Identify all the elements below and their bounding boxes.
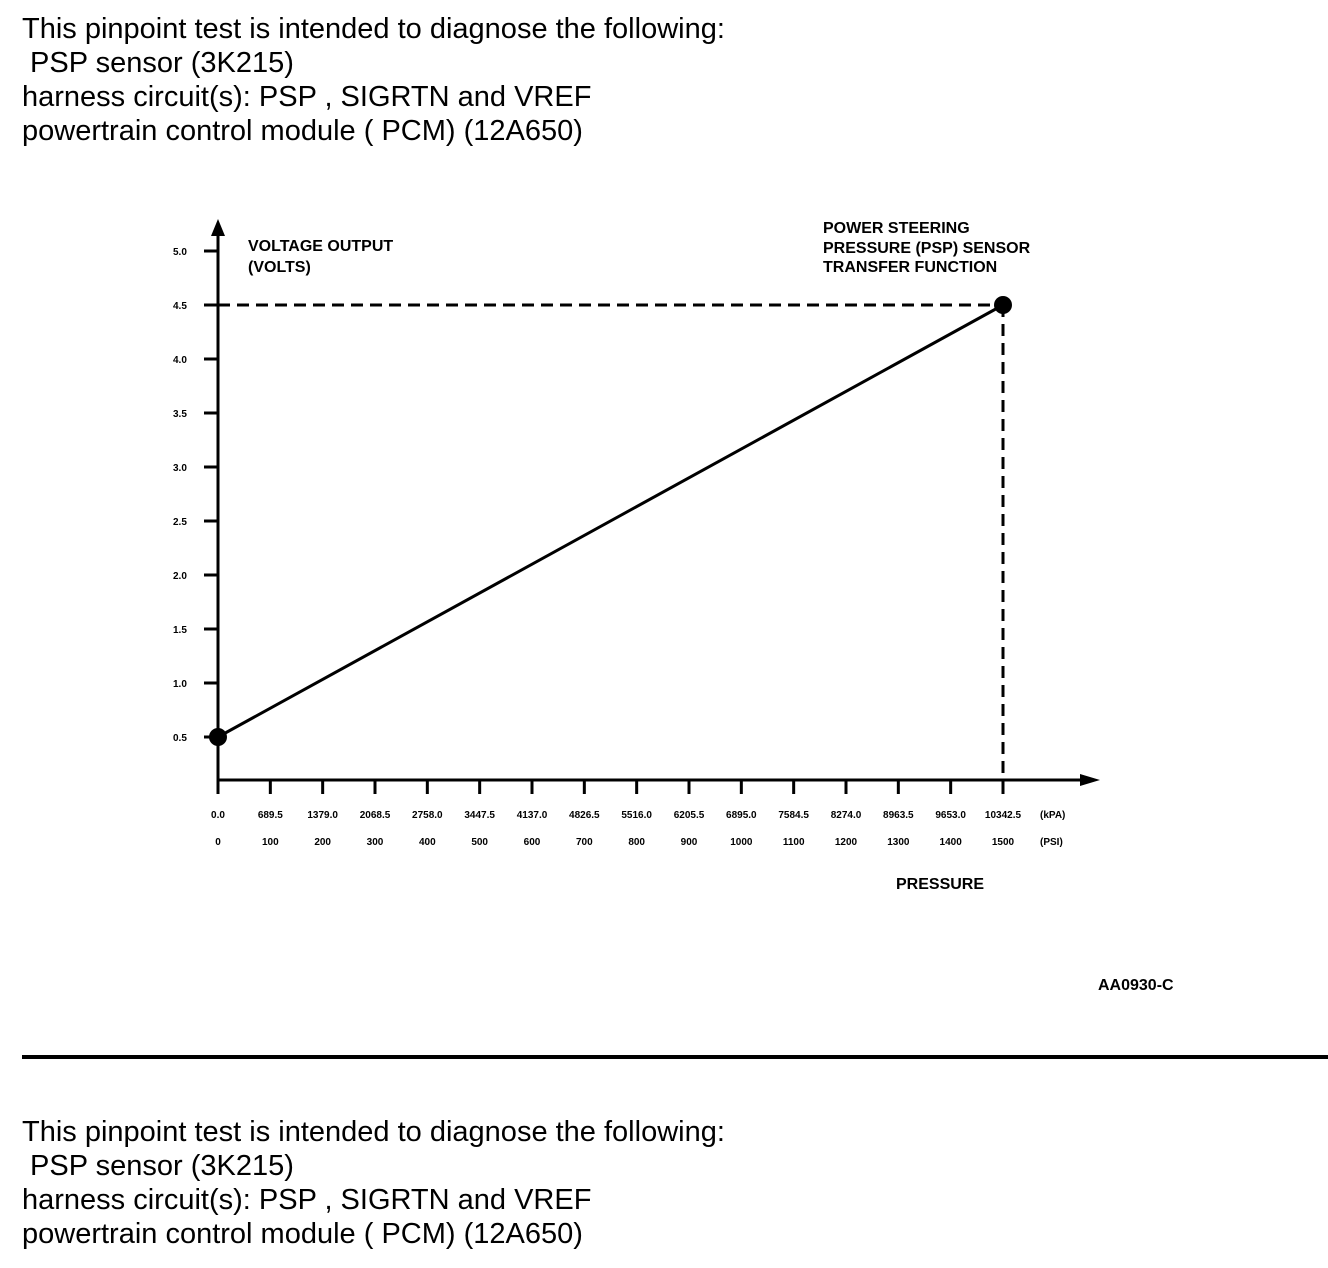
x-tick-label-kpa: 4826.5 [569, 810, 600, 821]
x-tick-label-kpa: 6205.5 [673, 810, 705, 821]
y-tick-label: 5.0 [173, 247, 187, 258]
intro-text-bottom [22, 1115, 922, 1251]
x-tick-label-kpa: 2068.5 [359, 810, 391, 821]
x-unit-psi: (PSI) [1040, 837, 1063, 848]
y-tick-label: 1.0 [173, 679, 187, 690]
y-axis-label-line-2: (VOLTS) [248, 259, 311, 276]
x-tick-label-psi: 0 [215, 837, 221, 848]
x-tick-label-psi: 1200 [834, 837, 858, 848]
intro-line: powertrain control module ( PCM) (12A650) [22, 115, 583, 147]
y-tick-label: 1.5 [173, 625, 187, 636]
x-tick-label-kpa: 6895.0 [726, 810, 757, 821]
x-tick-label-kpa: 1379.0 [307, 810, 338, 821]
intro-line: powertrain control module ( PCM) (12A650) [22, 1218, 583, 1250]
x-unit-kpa: (kPA) [1040, 810, 1066, 821]
x-tick-label-kpa: 0.0 [211, 810, 225, 821]
intro-line: harness circuit(s): PSP , SIGRTN and VREF [22, 1184, 592, 1216]
data-point [209, 728, 227, 746]
x-tick-label-psi: 400 [418, 837, 436, 848]
x-tick-label-kpa: 8963.5 [883, 810, 914, 821]
x-axis-label: PRESSURE [896, 876, 985, 893]
y-tick-label: 3.5 [173, 409, 187, 420]
intro-line: harness circuit(s): PSP , SIGRTN and VREF [22, 81, 592, 113]
x-tick-label-kpa: 7584.5 [778, 810, 809, 821]
intro-line: This pinpoint test is intended to diagnose the following: [22, 13, 725, 45]
intro-line: PSP sensor (3K215) [22, 47, 294, 79]
chart-title-line-3: TRANSFER FUNCTION [823, 259, 998, 276]
x-tick-label-psi: 1000 [730, 837, 753, 848]
x-tick-label-psi: 100 [261, 837, 279, 848]
x-tick-label-kpa: 9653.0 [935, 810, 966, 821]
x-tick-label-psi: 900 [680, 837, 698, 848]
x-tick-label-psi: 1100 [782, 837, 805, 848]
y-tick-label: 3.0 [173, 463, 187, 474]
x-tick-label-psi: 300 [366, 837, 384, 848]
intro-line: PSP sensor (3K215) [22, 1150, 294, 1182]
x-tick-label-psi: 1500 [991, 837, 1015, 848]
x-tick-label-kpa: 2758.0 [412, 810, 443, 821]
y-tick-label: 2.0 [173, 571, 187, 582]
x-tick-label-psi: 700 [575, 837, 593, 848]
y-axis-arrow [211, 219, 225, 236]
y-tick-label: 4.5 [173, 301, 187, 312]
x-tick-label-kpa: 5516.0 [621, 810, 652, 821]
x-tick-label-psi: 1300 [887, 837, 910, 848]
x-tick-label-psi: 800 [628, 837, 646, 848]
x-axis-arrow [1080, 774, 1100, 786]
chart-title-line-2: PRESSURE (PSP) SENSOR [823, 240, 1031, 257]
x-tick-label-kpa: 4137.0 [516, 810, 548, 821]
x-tick-label-kpa: 3447.5 [464, 810, 495, 821]
x-tick-label-kpa: 10342.5 [984, 810, 1022, 821]
x-tick-label-psi: 500 [471, 837, 489, 848]
y-tick-label: 4.0 [173, 355, 187, 366]
x-tick-label-psi: 1400 [939, 837, 962, 848]
y-axis-label-line-1: VOLTAGE OUTPUT [248, 238, 394, 255]
x-tick-label-psi: 600 [523, 837, 541, 848]
section-divider [22, 1055, 1328, 1059]
x-tick-label-kpa: 689.5 [257, 810, 283, 821]
y-tick-label: 0.5 [173, 733, 187, 744]
x-tick-label-psi: 200 [314, 837, 332, 848]
y-tick-label: 2.5 [173, 517, 187, 528]
intro-line: This pinpoint test is intended to diagnose the following: [22, 1116, 725, 1148]
chart-title-line-1: POWER STEERING [823, 220, 970, 237]
data-point [994, 296, 1012, 314]
figure-id: AA0930-C [1098, 977, 1174, 994]
transfer-function-line [218, 305, 1003, 737]
x-tick-label-kpa: 8274.0 [830, 810, 862, 821]
